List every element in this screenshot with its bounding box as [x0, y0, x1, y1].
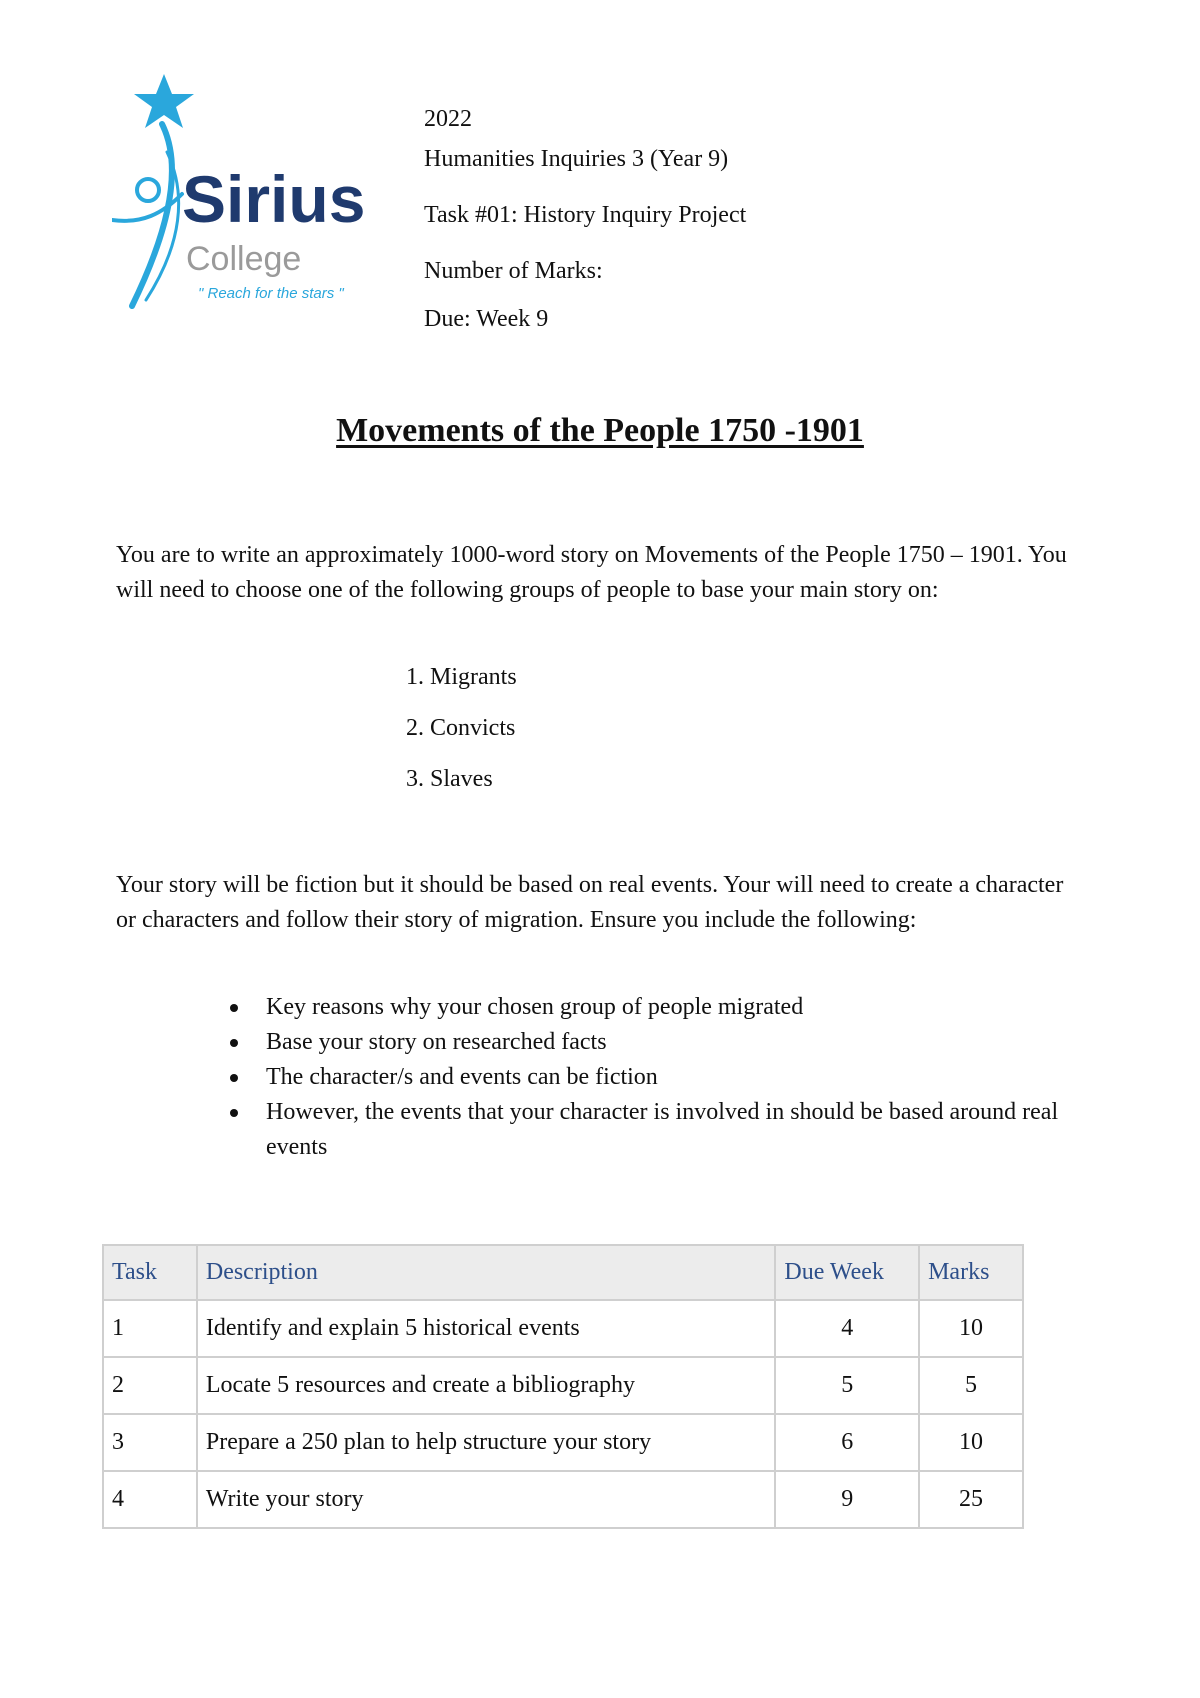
- list-item: Base your story on researched facts: [228, 1025, 1088, 1060]
- task-marks: 10: [919, 1300, 1023, 1357]
- bullet-icon: [230, 1039, 238, 1047]
- task-number: 2: [103, 1357, 197, 1414]
- task-number: 3: [103, 1414, 197, 1471]
- page-title: [0, 412, 1200, 450]
- task-table: [102, 1244, 1024, 1529]
- page-title-text: Movements of the People 1750 -1901: [336, 412, 864, 449]
- header-due: Due: Week 9: [424, 306, 549, 332]
- bullet-icon: [230, 1109, 238, 1117]
- star-figure-icon: [112, 74, 402, 310]
- logo-tagline: " Reach for the stars ": [198, 285, 344, 302]
- task-description: Identify and explain 5 historical events: [197, 1300, 776, 1357]
- task-number: 4: [103, 1471, 197, 1528]
- table-header-row: [103, 1245, 1023, 1300]
- task-description: Write your story: [197, 1471, 776, 1528]
- list-item: The character/s and events can be fiction: [228, 1060, 1088, 1095]
- list-item: 3. Slaves: [406, 766, 493, 792]
- task-due-week: 6: [775, 1414, 919, 1471]
- list-item: Key reasons why your chosen group of people migrated: [228, 990, 1088, 1025]
- intro-paragraph: You are to write an approximately 1000-word story on Movements of the People 1750 – 1901. You will need to choose one of the following groups of people to base your main story on:: [116, 542, 1067, 603]
- list-item: 2. Convicts: [406, 715, 516, 741]
- header-marks: Number of Marks:: [424, 258, 603, 284]
- column-header-marks: Marks: [919, 1245, 1023, 1300]
- task-number: 1: [103, 1300, 197, 1357]
- college-logo: [112, 74, 402, 310]
- task-due-week: 9: [775, 1471, 919, 1528]
- instructions-paragraph: Your story will be fiction but it should be based on real events. Your will need to create a character or characters and follow their story of migration. Ensure you include the following:: [116, 872, 1064, 933]
- column-header-description: Description: [197, 1245, 776, 1300]
- task-due-week: 5: [775, 1357, 919, 1414]
- bullet-icon: [230, 1074, 238, 1082]
- task-marks: 5: [919, 1357, 1023, 1414]
- column-header-due-week: Due Week: [775, 1245, 919, 1300]
- task-description: Locate 5 resources and create a bibliography: [197, 1357, 776, 1414]
- table-row: [103, 1471, 1023, 1528]
- task-description: Prepare a 250 plan to help structure your story: [197, 1414, 776, 1471]
- task-marks: 10: [919, 1414, 1023, 1471]
- header-course: Humanities Inquiries 3 (Year 9): [424, 146, 729, 172]
- task-marks: 25: [919, 1471, 1023, 1528]
- column-header-task: Task: [103, 1245, 197, 1300]
- group-list: [406, 660, 517, 813]
- list-item: 1. Migrants: [406, 664, 517, 690]
- task-due-week: 4: [775, 1300, 919, 1357]
- table-row: [103, 1357, 1023, 1414]
- header-task: Task #01: History Inquiry Project: [424, 202, 747, 228]
- requirements-list: [228, 990, 1088, 1165]
- table-row: [103, 1414, 1023, 1471]
- list-item: However, the events that your character is involved in should be based around real events: [228, 1095, 1088, 1165]
- logo-name: Sirius: [182, 162, 366, 236]
- logo-sub: College: [186, 240, 302, 278]
- table-row: [103, 1300, 1023, 1357]
- bullet-icon: [230, 1004, 238, 1012]
- header-year: 2022: [424, 106, 472, 132]
